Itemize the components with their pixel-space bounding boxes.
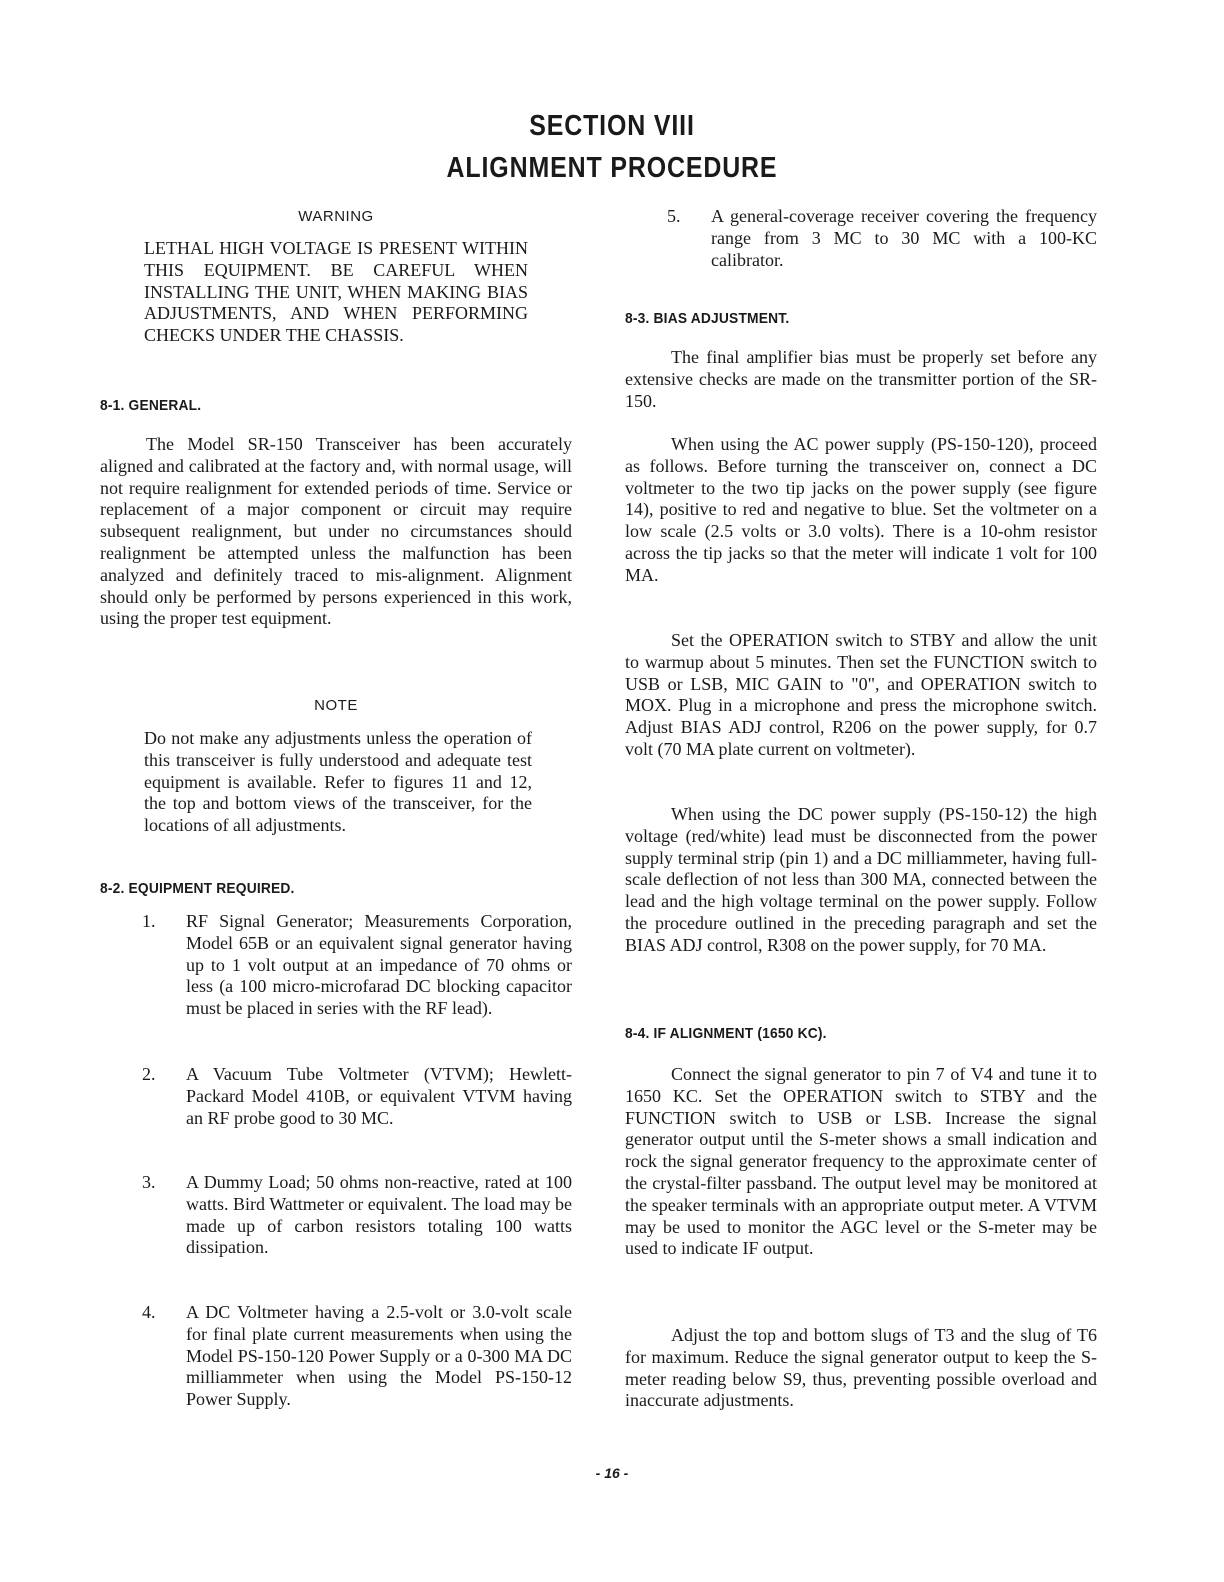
if-alignment-paragraph-2: Adjust the top and bottom slugs of T3 and the slug of T6 for maximum. Reduce the signal generator output to keep the S-meter reading below S9, thus, preventing possible overload and inaccurate adjustments. — [625, 1325, 1097, 1411]
general-heading: 8-1. GENERAL. — [100, 397, 202, 414]
equipment-item-1: RF Signal Generator; Measurements Corporation, Model 65B or an equivalent signal generator having up to 1 volt output at an impedance of 70 ohms or less (a 100 micro-microfarad DC blocking capacitor must be placed in series with the RF lead). — [186, 911, 572, 1019]
equipment-item-2-number: 2. — [142, 1064, 156, 1084]
warning-label: WARNING — [298, 208, 374, 225]
section-number: SECTION VIII — [529, 110, 695, 142]
warning-text: LETHAL HIGH VOLTAGE IS PRESENT WITHIN THIS EQUIPMENT. BE CAREFUL WHEN INSTALLING THE UNIT, WHEN MAKING BIAS ADJUSTMENTS, AND WHEN PERFORMING CHECKS UNDER THE CHASSIS. — [144, 238, 528, 346]
if-alignment-paragraph-1: Connect the signal generator to pin 7 of V4 and tune it to 1650 KC. Set the OPERATION switch to STBY and the FUNCTION switch to USB or LSB. Increase the signal generator output until the S-meter shows a small indication and rock the signal generator frequency to the approximate center of the crystal-filter passband. The output level may be monitored at the speaker terminals with an appropriate output meter. A VTVM may be used to monitor the AGC level or the S-meter may be used to indicate IF output. — [625, 1064, 1097, 1259]
general-paragraph: The Model SR-150 Transceiver has been accurately aligned and calibrated at the factory and, with normal usage, will not require realignment for extended periods of time. Service or replacement of a major component or circuit may require subsequent realignment, but under no circumstances should realignment be attempted unless the malfunction has been analyzed and definitely traced to mis-alignment. Alignment should only be performed by persons experienced in this work, using the proper test equipment. — [100, 434, 572, 629]
equipment-item-5-number: 5. — [667, 206, 681, 226]
bias-paragraph-3: Set the OPERATION switch to STBY and allow the unit to warmup about 5 minutes. Then set the FUNCTION switch to USB or LSB, MIC GAIN to "0", and OPERATION switch to MOX. Plug in a microphone and press the microphone switch. Adjust BIAS ADJ control, R206 on the power supply, for 0.7 volt (70 MA plate current on voltmeter). — [625, 630, 1097, 759]
note-label: NOTE — [314, 697, 358, 714]
equipment-item-2: A Vacuum Tube Voltmeter (VTVM); Hewlett-Packard Model 410B, or equivalent VTVM having an RF probe good to 30 MC. — [186, 1064, 572, 1128]
equipment-item-3: A Dummy Load; 50 ohms non-reactive, rated at 100 watts. Bird Wattmeter or equivalent. The load may be made up of carbon resistors totaling 100 watts dissipation. — [186, 1172, 572, 1258]
note-text: Do not make any adjustments unless the operation of this transceiver is fully understood and adequate test equipment is available. Refer to figures 11 and 12, the top and bottom views of the transceiver, for the locations of all adjustments. — [144, 728, 532, 836]
equipment-item-5: A general-coverage receiver covering the frequency range from 3 MC to 30 MC with a 100-KC calibrator. — [711, 206, 1097, 270]
equipment-item-1-number: 1. — [142, 911, 156, 931]
bias-heading: 8-3. BIAS ADJUSTMENT. — [625, 310, 790, 327]
equipment-heading: 8-2. EQUIPMENT REQUIRED. — [100, 880, 295, 897]
bias-paragraph-4: When using the DC power supply (PS-150-12) the high voltage (red/white) lead must be disconnected from the power supply terminal strip (pin 1) and a DC milliammeter, having full-scale deflection of not less than 300 MA, connected between the lead and the high voltage terminal on the power supply. Follow the procedure outlined in the preceding paragraph and set the BIAS ADJ control, R308 on the power supply, for 70 MA. — [625, 804, 1097, 955]
bias-paragraph-2: When using the AC power supply (PS-150-120), proceed as follows. Before turning the transceiver on, connect a DC voltmeter to the two tip jacks on the power supply (see figure 14), positive to red and negative to blue. Set the voltmeter on a low scale (2.5 volts or 3.0 volts). There is a 10-ohm resistor across the tip jacks so that the meter will indicate 1 volt for 100 MA. — [625, 434, 1097, 585]
if-alignment-heading: 8-4. IF ALIGNMENT (1650 KC). — [625, 1025, 827, 1042]
equipment-item-3-number: 3. — [142, 1172, 156, 1192]
bias-paragraph-1: The final amplifier bias must be properly set before any extensive checks are made on the transmitter portion of the SR-150. — [625, 347, 1097, 411]
page-title: ALIGNMENT PROCEDURE — [446, 152, 778, 184]
page-number: - 16 - — [595, 1465, 629, 1481]
equipment-item-4-number: 4. — [142, 1302, 156, 1322]
equipment-item-4: A DC Voltmeter having a 2.5-volt or 3.0-volt scale for final plate current measurements when using the Model PS-150-120 Power Supply or a 0-300 MA DC milliammeter when using the Model PS-150-12 Power Supply. — [186, 1302, 572, 1410]
